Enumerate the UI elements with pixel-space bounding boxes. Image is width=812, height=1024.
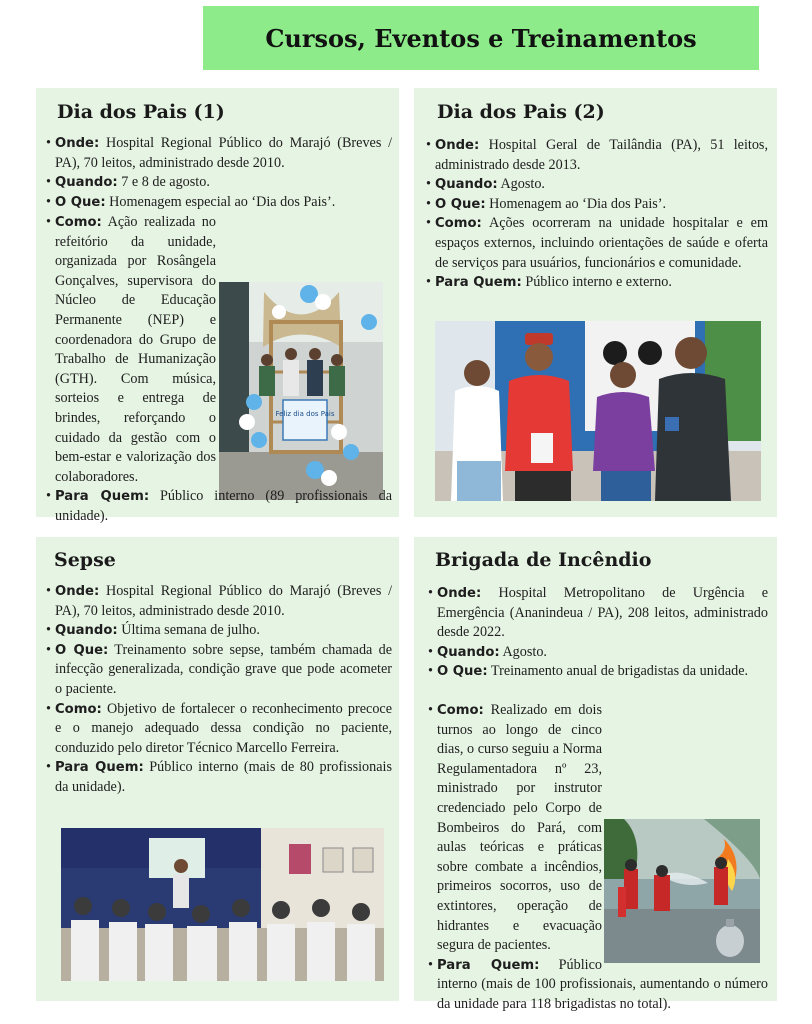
para-quem-item: • Para Quem: Público interno e externo. <box>426 273 768 293</box>
oque-item: • O Que: Homenagem especial ao ‘Dia dos Pais’. <box>46 193 392 213</box>
card-title: Dia dos Pais (1) <box>57 101 225 123</box>
como-item: • Como: Ação realizada no refeitório da unidade, organizada por Rosângela Gonçalves, supervisora do Núcleo de Educação Permanente (NEP) e coordenadora do Grupo de Trabalho de Humanização (GTH). Com música, sorteios e entrega de brindes, reforçando o cuidado da gestão com o bem-estar e valorização dos colaboradores. <box>46 213 392 487</box>
card-dia-dos-pais-1 <box>36 88 399 524</box>
card-title: Dia dos Pais (2) <box>437 101 605 123</box>
para-quem-item: • Para Quem: Público interno (mais de 100 profissionais, aumentando o número da unidade para 118 brigadistas no total). <box>428 956 768 1015</box>
card-text <box>426 136 768 293</box>
card-brigada-de-incendio <box>414 537 777 1012</box>
onde-item: • Onde: Hospital Regional Público do Marajó (Breves / PA), 70 leitos, administrado desde 2010. <box>46 134 392 173</box>
card-text-wrap <box>428 701 768 1012</box>
card-title: Sepse <box>54 549 116 571</box>
como-item: • Como: Objetivo de fortalecer o reconhecimento precoce e o manejo adequado dessa condição no paciente, conduzido pelo diretor Técnico Marcello Ferreira. <box>46 700 392 759</box>
photo-sign-text: Feliz dia dos Pais <box>275 410 335 418</box>
card-text <box>428 584 768 682</box>
photo-sepse <box>61 828 384 981</box>
oque-item: • O Que: Treinamento sobre sepse, também chamada de infecção generalizada, condição grave que pode acometer o paciente. <box>46 641 392 700</box>
para-quem-item: • Para Quem: Público interno (89 profissionais da unidade). <box>46 487 392 526</box>
onde-item: • Onde: Hospital Metropolitano de Urgência e Emergência (Ananindeua / PA), 208 leitos, administrado desde 2022. <box>428 584 768 643</box>
quando-item: • Quando: 7 e 8 de agosto. <box>46 173 392 193</box>
quando-item: • Quando: Agosto. <box>428 643 768 663</box>
card-title: Brigada de Incêndio <box>435 549 652 571</box>
para-quem-item: • Para Quem: Público interno (mais de 80 profissionais da unidade). <box>46 758 392 797</box>
card-text <box>46 582 392 798</box>
card-text <box>46 134 392 212</box>
onde-item: • Onde: Hospital Regional Público do Marajó (Breves / PA), 70 leitos, administrado desde 2010. <box>46 582 392 621</box>
card-dia-dos-pais-2 <box>414 88 777 517</box>
card-text-wrap <box>46 213 392 524</box>
page-title: Cursos, Eventos e Treinamentos <box>265 23 697 53</box>
quando-item: • Quando: Última semana de julho. <box>46 621 392 641</box>
card-sepse <box>36 537 399 1001</box>
quando-item: • Quando: Agosto. <box>426 175 768 195</box>
photo-dia-dos-pais-2 <box>435 321 761 501</box>
como-item: • Como: Ações ocorreram na unidade hospitalar e em espaços externos, incluindo orientações de saúde e oferta de serviços para usuários, funcionários e comunidade. <box>426 214 768 273</box>
oque-item: • O Que: Treinamento anual de brigadistas da unidade. <box>428 662 768 682</box>
como-item: • Como: Realizado em dois turnos ao longo de cinco dias, o curso seguiu a Norma Regulamentadora nº 23, ministrado por instrutor credenciado pelo Corpo de Bombeiros do Pará, com aulas teóricas e práticas sobre combate a incêndios, primeiros socorros, uso de extintores, operação de hidrantes e evacuação segura de pacientes. <box>428 701 768 956</box>
header-banner <box>203 6 759 70</box>
oque-item: • O Que: Homenagem ao ‘Dia dos Pais’. <box>426 195 768 215</box>
onde-item: • Onde: Hospital Geral de Tailândia (PA), 51 leitos, administrado desde 2013. <box>426 136 768 175</box>
